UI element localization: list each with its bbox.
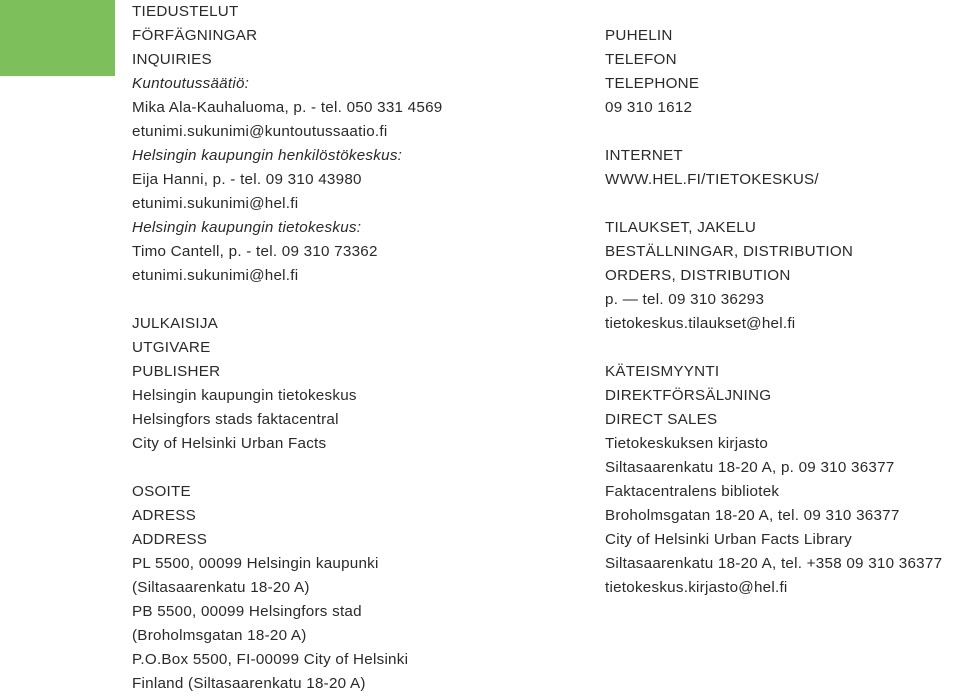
address-heading-en: ADDRESS xyxy=(132,531,208,548)
sales-line: City of Helsinki Urban Facts Library xyxy=(605,531,853,548)
inquiries-section xyxy=(132,0,572,288)
orders-phone: p. — tel. 09 310 36293 xyxy=(605,291,765,308)
contact-org: Kuntoutussäätiö: xyxy=(132,75,250,92)
sales-email[interactable]: tietokeskus.kirjasto@hel.fi xyxy=(605,579,788,596)
address-line: (Siltasaarenkatu 18-20 A) xyxy=(132,579,310,596)
sales-heading-fi: KÄTEISMYYNTI xyxy=(605,363,720,380)
contact-org: Helsingin kaupungin tietokeskus: xyxy=(132,219,362,236)
sales-section xyxy=(605,360,959,600)
orders-heading-fi: TILAUKSET, JAKELU xyxy=(605,219,757,236)
address-heading-sv: ADRESS xyxy=(132,507,196,524)
address-line: PL 5500, 00099 Helsingin kaupunki xyxy=(132,555,379,572)
contact-person: Timo Cantell, p. - tel. 09 310 73362 xyxy=(132,243,378,260)
orders-heading-sv: BESTÄLLNINGAR, DISTRIBUTION xyxy=(605,243,854,260)
contact-org: Helsingin kaupungin henkilöstökeskus: xyxy=(132,147,403,164)
spacer xyxy=(605,192,959,216)
contact-email[interactable]: etunimi.sukunimi@kuntoutussaatio.fi xyxy=(132,123,388,140)
spacer xyxy=(605,336,959,360)
contact-email[interactable]: etunimi.sukunimi@hel.fi xyxy=(132,267,299,284)
address-heading-fi: OSOITE xyxy=(132,483,191,500)
sales-heading-en: DIRECT SALES xyxy=(605,411,718,428)
internet-section xyxy=(605,144,959,192)
orders-heading-en: ORDERS, DISTRIBUTION xyxy=(605,267,791,284)
publisher-heading-en: PUBLISHER xyxy=(132,363,221,380)
inquiries-heading-fi: TIEDUSTELUT xyxy=(132,3,239,20)
sales-line: Tietokeskuksen kirjasto xyxy=(605,435,769,452)
spacer xyxy=(132,288,572,312)
contact-person: Mika Ala-Kauhaluoma, p. - tel. 050 331 4569 xyxy=(132,99,443,116)
inquiries-heading-en: INQUIRIES xyxy=(132,51,212,68)
publisher-name-fi: Helsingin kaupungin tietokeskus xyxy=(132,387,357,404)
spacer xyxy=(132,456,572,480)
phone-section xyxy=(605,24,959,120)
spacer xyxy=(605,120,959,144)
phone-number: 09 310 1612 xyxy=(605,99,693,116)
green-accent-block xyxy=(0,0,115,76)
address-line: (Broholmsgatan 18-20 A) xyxy=(132,627,307,644)
sales-heading-sv: DIREKTFÖRSÄLJNING xyxy=(605,387,772,404)
address-section xyxy=(132,480,572,696)
address-line: P.O.Box 5500, FI-00099 City of Helsinki xyxy=(132,651,409,668)
publisher-heading-fi: JULKAISIJA xyxy=(132,315,219,332)
left-column xyxy=(132,0,572,696)
internet-url-link[interactable]: WWW.HEL.FI/TIETOKESKUS/ xyxy=(605,171,819,188)
publisher-name-sv: Helsingfors stads faktacentral xyxy=(132,411,339,428)
publisher-section xyxy=(132,312,572,456)
sales-line: Faktacentralens bibliotek xyxy=(605,483,780,500)
phone-heading-sv: TELEFON xyxy=(605,51,677,68)
contact-email[interactable]: etunimi.sukunimi@hel.fi xyxy=(132,195,299,212)
internet-heading: INTERNET xyxy=(605,147,683,164)
address-line: PB 5500, 00099 Helsingfors stad xyxy=(132,603,362,620)
right-column xyxy=(605,0,959,600)
inquiries-heading-sv: FÖRFÄGNINGAR xyxy=(132,27,258,44)
address-line: Finland (Siltasaarenkatu 18-20 A) xyxy=(132,675,366,692)
sales-line: Siltasaarenkatu 18-20 A, p. 09 310 36377 xyxy=(605,459,895,476)
orders-section xyxy=(605,216,959,336)
phone-heading-en: TELEPHONE xyxy=(605,75,700,92)
sales-line: Siltasaarenkatu 18-20 A, tel. +358 09 310 36377 xyxy=(605,555,943,572)
orders-email[interactable]: tietokeskus.tilaukset@hel.fi xyxy=(605,315,796,332)
sales-line: Broholmsgatan 18-20 A, tel. 09 310 36377 xyxy=(605,507,900,524)
contact-person: Eija Hanni, p. - tel. 09 310 43980 xyxy=(132,171,362,188)
publisher-heading-sv: UTGIVARE xyxy=(132,339,211,356)
phone-heading-fi: PUHELIN xyxy=(605,27,673,44)
publisher-name-en: City of Helsinki Urban Facts xyxy=(132,435,327,452)
